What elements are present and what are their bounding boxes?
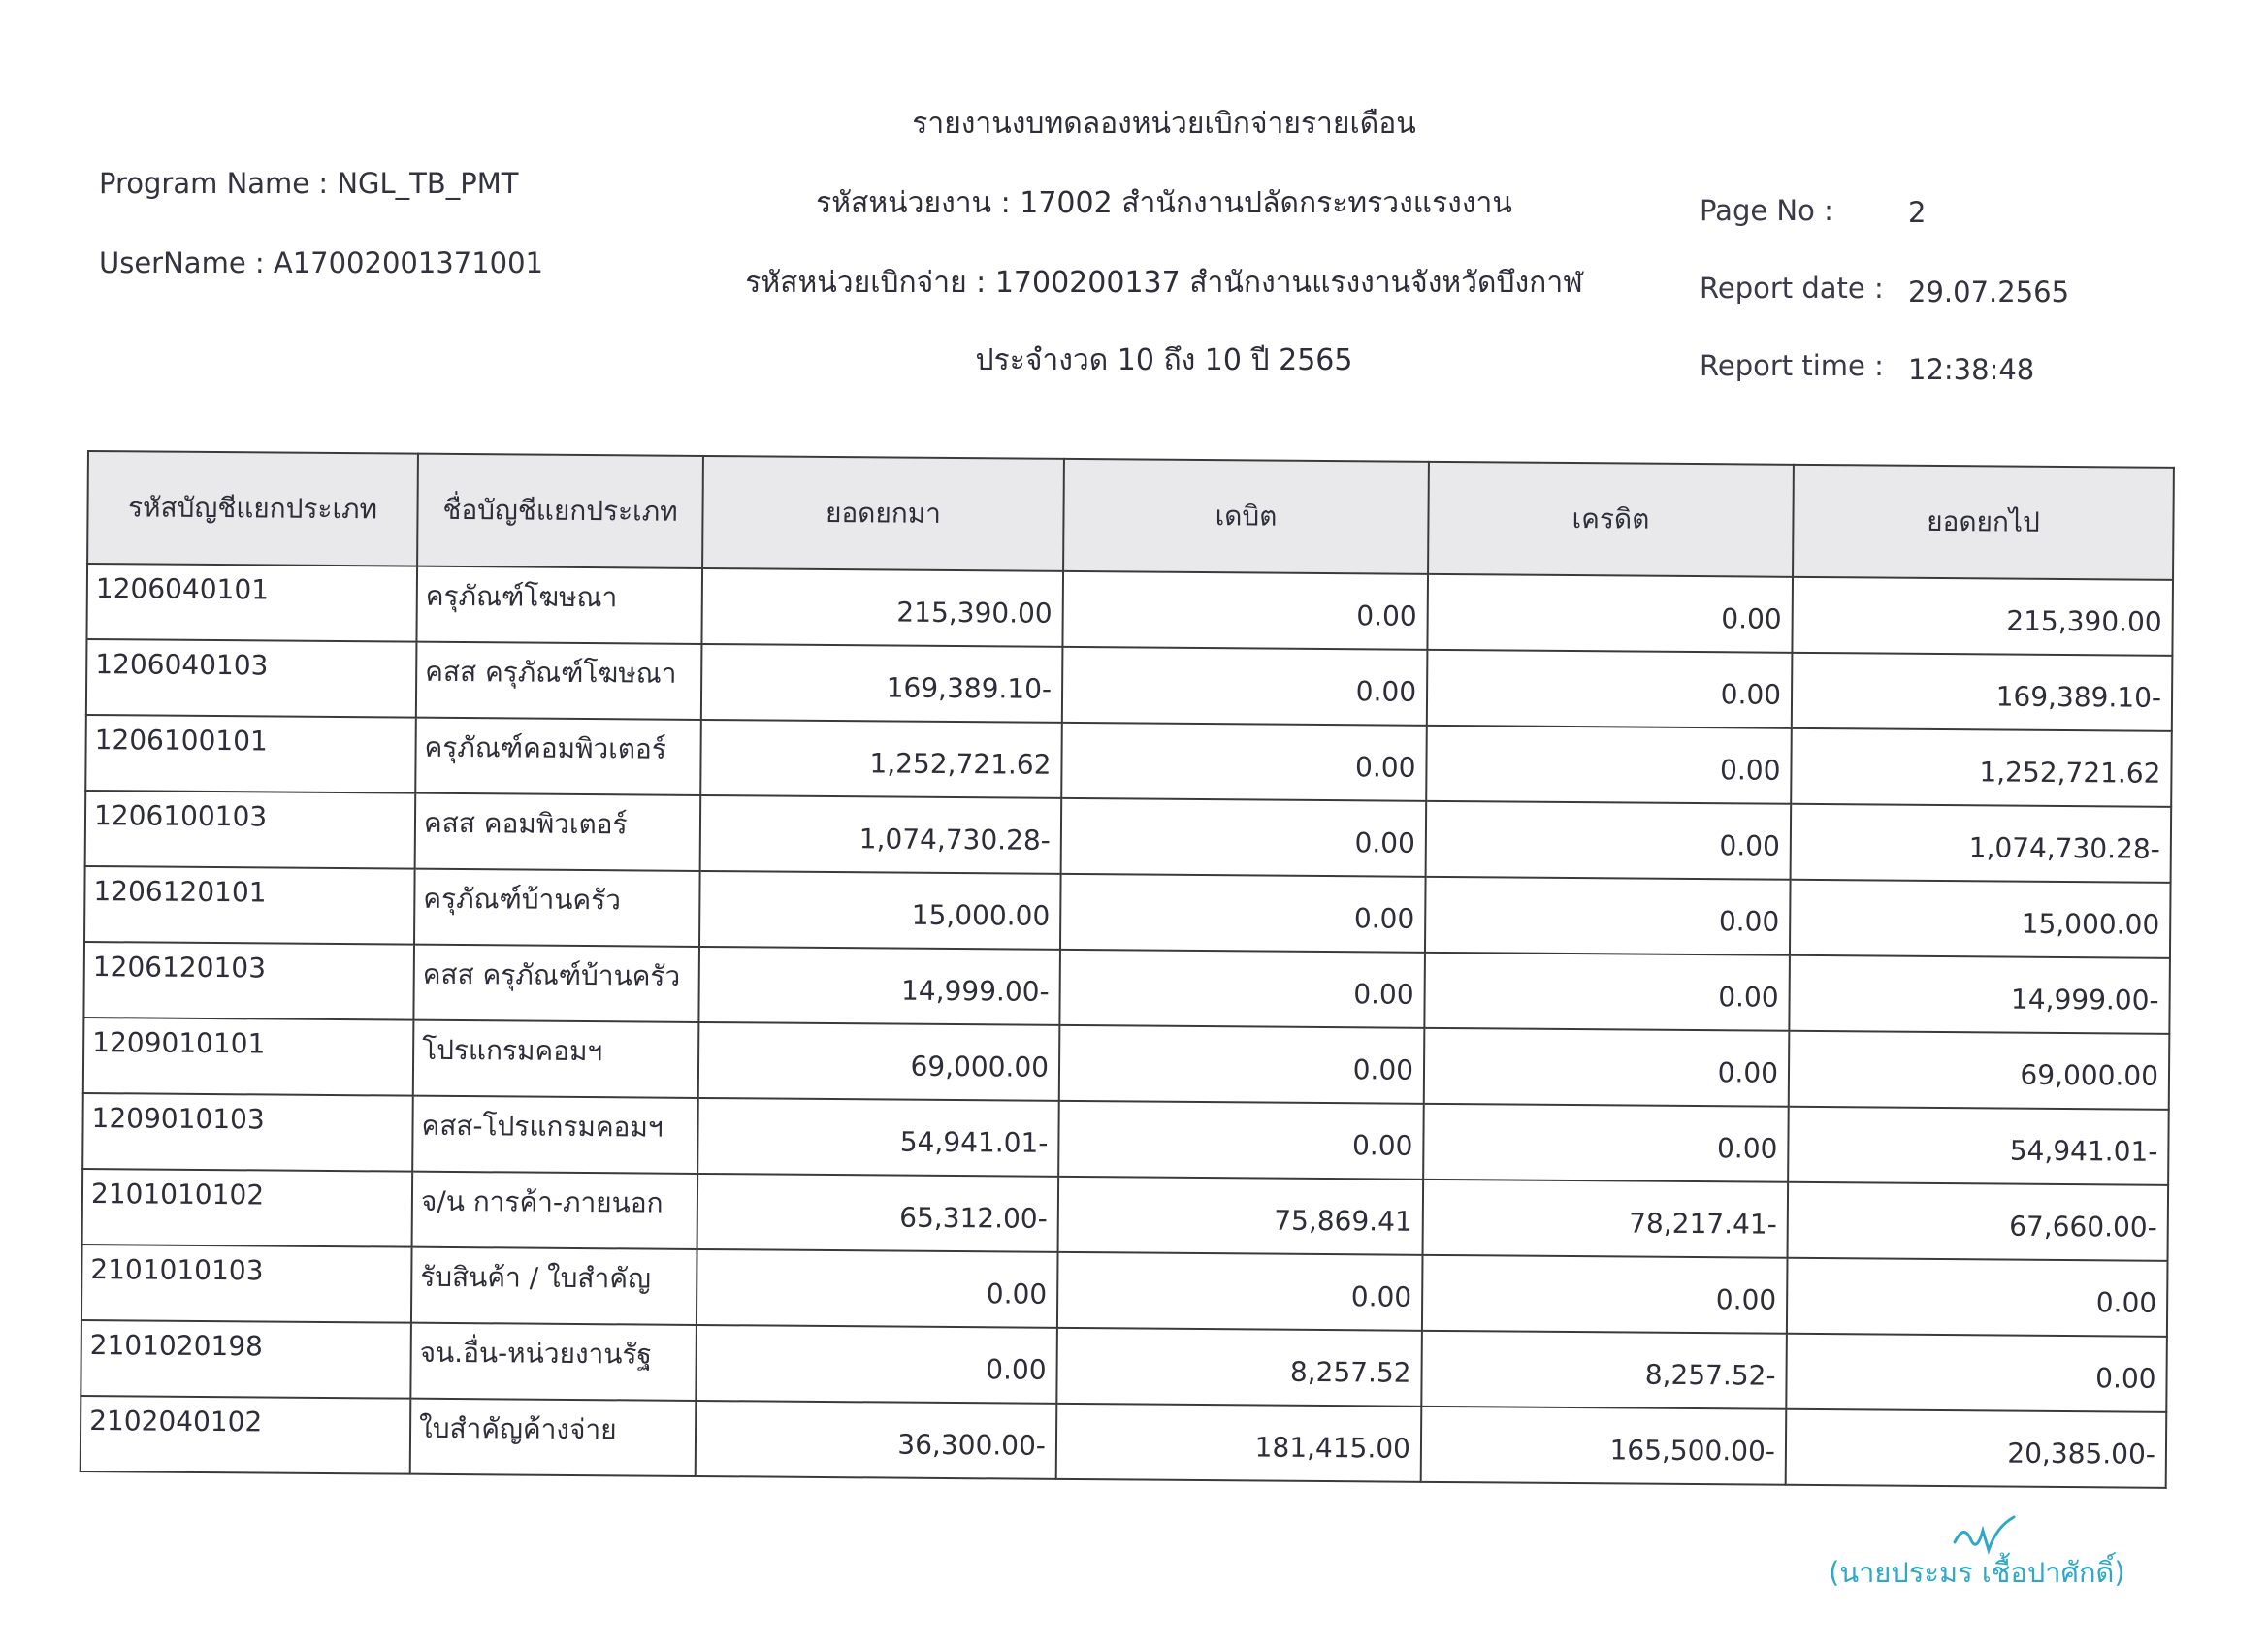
col-header-debit: เดบิต bbox=[1063, 459, 1429, 574]
cell-credit: 0.00 bbox=[1423, 1104, 1789, 1182]
cell-balance-carried: 1,074,730.28- bbox=[1791, 804, 2172, 883]
cell-balance-carried: 67,660.00- bbox=[1788, 1182, 2169, 1261]
cell-balance-forward: 15,000.00 bbox=[699, 871, 1061, 950]
report-date-label: Report date : bbox=[1700, 272, 1884, 305]
cell-credit: 0.00 bbox=[1426, 801, 1792, 880]
cell-balance-carried: 215,390.00 bbox=[1792, 577, 2173, 656]
cell-account-name: ครุภัณฑ์โฆษณา bbox=[416, 566, 702, 644]
cell-account-name: คสส-โปรแกรมคอมฯ bbox=[412, 1096, 698, 1174]
disbursement-unit-line: รหัสหน่วยเบิกจ่าย : 1700200137 สำนักงานแรงงานจังหวัดบึงกาฬ bbox=[745, 266, 1583, 300]
cell-debit: 0.00 bbox=[1062, 571, 1428, 650]
cell-credit: 78,217.41- bbox=[1423, 1180, 1789, 1258]
cell-balance-forward: 0.00 bbox=[696, 1325, 1057, 1404]
col-header-balance-forward: ยอดยกมา bbox=[702, 456, 1064, 571]
cell-balance-forward: 69,000.00 bbox=[698, 1022, 1060, 1101]
program-name: Program Name : NGL_TB_PMT bbox=[99, 167, 519, 200]
cell-debit: 181,415.00 bbox=[1056, 1404, 1422, 1482]
cell-account-code: 2101010102 bbox=[82, 1169, 413, 1247]
cell-credit: 0.00 bbox=[1422, 1255, 1788, 1334]
cell-balance-carried: 20,385.00- bbox=[1786, 1409, 2167, 1488]
cell-debit: 0.00 bbox=[1059, 1025, 1425, 1104]
cell-debit: 0.00 bbox=[1062, 647, 1428, 726]
table-row bbox=[81, 1396, 2167, 1488]
cell-balance-forward: 65,312.00- bbox=[697, 1174, 1059, 1252]
user-name: UserName : A17002001371001 bbox=[99, 246, 544, 279]
cell-credit: 0.00 bbox=[1426, 726, 1792, 804]
cell-credit: 0.00 bbox=[1424, 953, 1790, 1031]
cell-account-code: 1209010101 bbox=[83, 1018, 414, 1096]
cell-account-code: 1206120103 bbox=[83, 942, 414, 1020]
period-line: ประจำงวด 10 ถึง 10 ปี 2565 bbox=[975, 343, 1353, 377]
cell-account-name: จ/น การค้า-ภายนอก bbox=[412, 1172, 698, 1249]
cell-balance-carried: 1,252,721.62 bbox=[1791, 728, 2172, 807]
cell-debit: 0.00 bbox=[1061, 723, 1427, 801]
cell-balance-forward: 54,941.01- bbox=[697, 1098, 1059, 1177]
cell-debit: 0.00 bbox=[1061, 798, 1427, 877]
trial-balance-table bbox=[80, 450, 2175, 1489]
page-no-label: Page No : bbox=[1700, 194, 1833, 227]
cell-balance-carried: 69,000.00 bbox=[1789, 1031, 2170, 1110]
cell-debit: 0.00 bbox=[1057, 1252, 1423, 1331]
cell-account-name: จน.อื่น-หน่วยงานรัฐ bbox=[410, 1323, 697, 1401]
cell-account-name: ใบสำคัญค้างจ่าย bbox=[410, 1399, 697, 1476]
cell-debit: 75,869.41 bbox=[1058, 1177, 1424, 1255]
col-header-credit: เครดิต bbox=[1428, 462, 1794, 577]
cell-credit: 165,500.00- bbox=[1421, 1406, 1787, 1485]
cell-account-code: 1206120101 bbox=[84, 866, 415, 945]
cell-balance-forward: 215,390.00 bbox=[701, 568, 1063, 647]
cell-account-name: คสส คอมพิวเตอร์ bbox=[415, 793, 701, 871]
cell-account-code: 2101020198 bbox=[81, 1320, 411, 1399]
cell-account-code: 2102040102 bbox=[81, 1396, 411, 1474]
cell-balance-forward: 169,389.10- bbox=[701, 644, 1063, 723]
cell-credit: 0.00 bbox=[1427, 574, 1793, 653]
cell-balance-forward: 14,999.00- bbox=[698, 947, 1060, 1025]
cell-account-name: ครุภัณฑ์คอมพิวเตอร์ bbox=[415, 718, 701, 795]
cell-debit: 0.00 bbox=[1060, 874, 1426, 953]
trial-balance-table-wrapper bbox=[80, 450, 2173, 1489]
cell-debit: 8,257.52 bbox=[1056, 1328, 1422, 1406]
report-title: รายงานงบทดลองหน่วยเบิกจ่ายรายเดือน bbox=[912, 107, 1416, 141]
cell-balance-forward: 0.00 bbox=[697, 1249, 1058, 1328]
cell-account-code: 1206100103 bbox=[85, 791, 416, 869]
cell-account-code: 2101010103 bbox=[81, 1245, 412, 1323]
report-time-value: 12:38:48 bbox=[1908, 353, 2035, 386]
cell-balance-forward: 36,300.00- bbox=[696, 1401, 1057, 1479]
cell-balance-carried: 54,941.01- bbox=[1788, 1107, 2169, 1185]
cell-balance-carried: 0.00 bbox=[1786, 1334, 2167, 1412]
signature-name: (นายประมร เชื้อปาศักดิ์) bbox=[1829, 1556, 2125, 1589]
cell-credit: 0.00 bbox=[1425, 877, 1791, 955]
cell-balance-carried: 15,000.00 bbox=[1790, 880, 2171, 958]
report-time-label: Report time : bbox=[1700, 349, 1884, 382]
cell-debit: 0.00 bbox=[1058, 1101, 1424, 1180]
agency-line: รหัสหน่วยงาน : 17002 สำนักงานปลัดกระทรวงแรงงาน bbox=[816, 186, 1512, 220]
cell-account-name: คสส ครุภัณฑ์บ้านครัว bbox=[413, 945, 699, 1022]
cell-account-name: คสส ครุภัณฑ์โฆษณา bbox=[416, 642, 702, 720]
col-header-account-code: รหัสบัญชีแยกประเภท bbox=[87, 451, 418, 566]
page-no-value: 2 bbox=[1908, 196, 1927, 229]
cell-debit: 0.00 bbox=[1059, 950, 1425, 1028]
report-date-value: 29.07.2565 bbox=[1908, 275, 2070, 308]
cell-credit: 8,257.52- bbox=[1421, 1331, 1787, 1409]
cell-account-code: 1206040103 bbox=[86, 639, 417, 718]
cell-account-code: 1206040101 bbox=[86, 564, 417, 642]
cell-balance-carried: 14,999.00- bbox=[1789, 955, 2170, 1034]
table-body bbox=[81, 564, 2173, 1488]
cell-balance-forward: 1,074,730.28- bbox=[700, 795, 1062, 874]
cell-account-code: 1206100101 bbox=[85, 715, 416, 793]
cell-account-name: รับสินค้า / ใบสำคัญ bbox=[411, 1247, 697, 1325]
cell-credit: 0.00 bbox=[1427, 650, 1793, 728]
col-header-account-name: ชื่อบัญชีแยกประเภท bbox=[417, 454, 703, 568]
cell-balance-carried: 169,389.10- bbox=[1792, 653, 2173, 731]
cell-balance-carried: 0.00 bbox=[1787, 1258, 2168, 1337]
col-header-balance-carried: ยอดยกไป bbox=[1793, 465, 2174, 580]
cell-account-name: ครุภัณฑ์บ้านครัว bbox=[414, 869, 700, 947]
cell-account-code: 1209010103 bbox=[82, 1093, 413, 1172]
cell-credit: 0.00 bbox=[1424, 1028, 1790, 1107]
cell-balance-forward: 1,252,721.62 bbox=[700, 720, 1062, 798]
cell-account-name: โปรแกรมคอมฯ bbox=[413, 1020, 699, 1098]
table-header-row bbox=[87, 451, 2174, 580]
